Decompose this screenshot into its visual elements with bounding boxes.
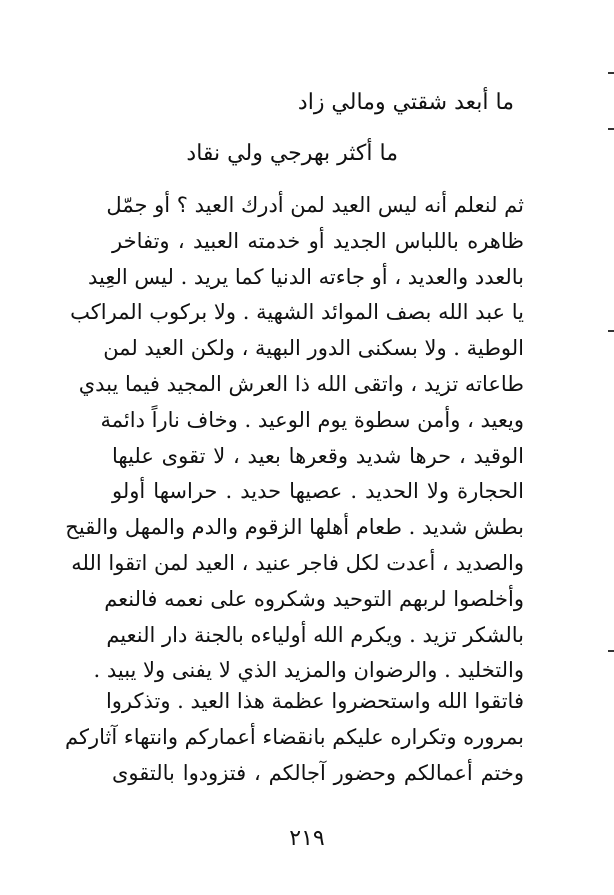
page-edge-mark <box>608 330 614 332</box>
text-line: الوطية . ولا بسكنى الدور البهية ، ولكن العيد لمن <box>103 336 524 361</box>
text-line: ثم لنعلم أنه ليس العيد لمن أدرك العيد ؟ أو جمّل <box>106 193 524 217</box>
page-edge-mark <box>608 650 614 652</box>
paragraph-1 <box>65 188 524 689</box>
text-line: فاتقوا الله واستحضروا عظمة هذا العيد . وتذكروا <box>105 689 524 713</box>
poem-verse-1: ما أبعد شقتي ومالي زاد <box>297 90 514 115</box>
text-line: والتخليد . والرضوان والمزيد الذي لا يفنى ولا يبيد . <box>93 658 524 683</box>
text-line: وأخلصوا لربهم التوحيد وشكروه على نعمه فالنعم <box>104 586 524 611</box>
text-line: وختم أعمالكم وحضور آجالكم ، فتزودوا بالتقوى <box>112 760 524 785</box>
text-line: بالعدد والعديد ، أو جاءته الدنيا كما يريد . ليس العِيد <box>88 264 524 289</box>
page-edge-mark <box>608 72 614 74</box>
text-line: يا عبد الله بصف الموائد الشهية . ولا بركوب المراكب <box>70 300 524 325</box>
text-line: والصديد ، أعدت لكل فاجر عنيد ، العيد لمن اتقوا الله <box>71 550 524 575</box>
page-number: ٢١٩ <box>289 826 325 851</box>
text-line: بمروره وتكراره عليكم بانقضاء أعماركم وانتهاء آثاركم <box>65 724 524 749</box>
text-line: الحجارة ولا الحديد . عصيها حديد . حراسها أولو <box>112 479 524 504</box>
text-line: بالشكر تزيد . ويكرم الله أولياءه بالجنة دار النعيم <box>106 622 524 647</box>
text-line: ظاهره باللباس الجديد أو خدمته العبيد ، وتفاخر <box>112 228 524 253</box>
text-line: ويعيد ، وأمن سطوة يوم الوعيد . وخاف ناراً دائمة <box>100 407 524 432</box>
poem-verse-2: ما أكثر بهرجي ولي نقاد <box>186 141 398 166</box>
text-line: بطش شديد . طعام أهلها الزقوم والدم والمهل والقيح <box>65 515 524 540</box>
page-edge-mark <box>608 128 614 130</box>
text-line: طاعاته تزيد ، واتقى الله ذا العرش المجيد فيما يبدي <box>78 371 524 396</box>
paragraph-2 <box>65 684 524 791</box>
text-line: الوقيد ، حرها شديد وقعرها بعيد ، لا تقوى عليها <box>112 443 524 468</box>
